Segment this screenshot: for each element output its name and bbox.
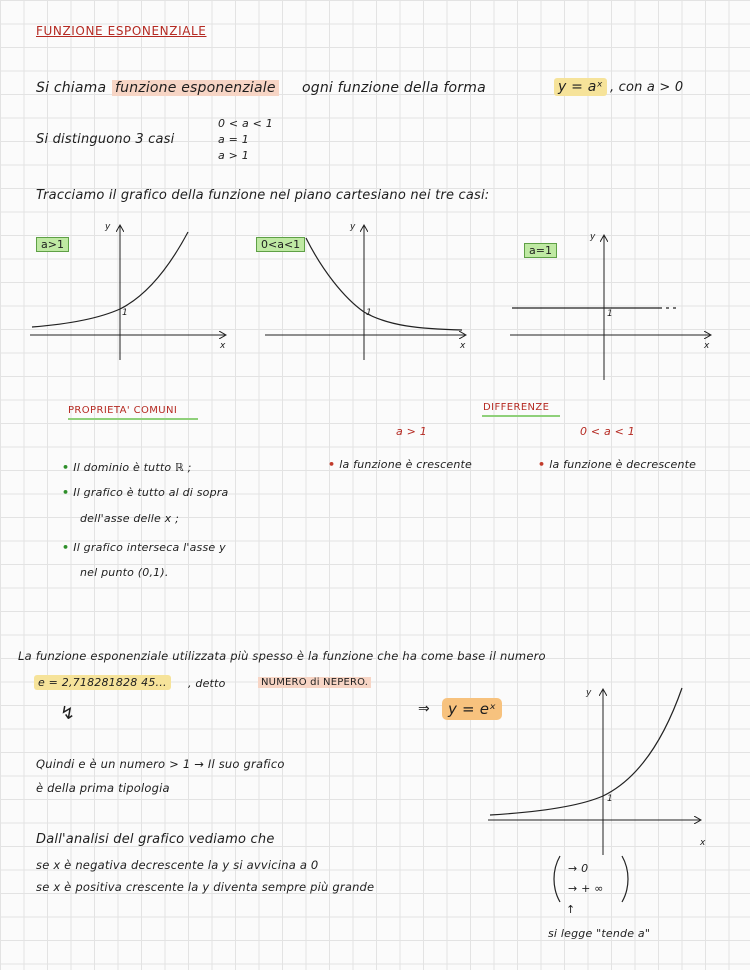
curve-exp — [490, 688, 682, 815]
euler-x-label: x — [700, 838, 706, 848]
properties-underline — [68, 418, 198, 420]
case-item: a = 1 — [218, 133, 249, 146]
euler-conclusion1: Quindi e è un numero > 1 → Il suo grafico — [36, 757, 285, 771]
properties-title: PROPRIETA' COMUNI — [68, 405, 178, 416]
g1-x-label: x — [220, 341, 226, 351]
euler-value: e = 2,718281828 45... — [34, 675, 171, 690]
euler-analysis2: se x è negativa decrescente la y si avvicina a 0 — [36, 858, 319, 872]
g2-x-label: x — [460, 341, 466, 351]
intro-term: funzione esponenziale — [112, 80, 279, 96]
differences-underline — [482, 415, 560, 417]
case-item: 0 < a < 1 — [218, 117, 273, 130]
graph-euler — [488, 688, 700, 855]
property-item: • Il grafico è tutto al di sopra — [62, 486, 229, 499]
graph-a-gt-1 — [30, 226, 225, 360]
diff-col1-head: a > 1 — [396, 425, 427, 438]
diff-col1-item: • la funzione è crescente — [328, 458, 472, 471]
g3-point-label: 1 — [607, 309, 613, 319]
euler-down-arrow: ↯ — [60, 703, 76, 724]
euler-formula: y = eˣ — [442, 698, 502, 720]
graph-tag-a-eq-1: a=1 — [524, 243, 557, 258]
g1-y-label: y — [105, 222, 111, 232]
property-item: • Il grafico interseca l'asse y — [62, 541, 226, 554]
g3-y-label: y — [590, 232, 596, 242]
graph-intro: Tracciamo il grafico della funzione nel piano cartesiano nei tre casi: — [36, 188, 490, 203]
diff-col2-item: • la funzione è decrescente — [538, 458, 697, 471]
diff-col2-head: 0 < a < 1 — [580, 425, 635, 438]
curve-growth — [32, 232, 188, 327]
intro-prefix: Si chiama — [36, 80, 107, 96]
g2-point-label: 1 — [366, 308, 372, 318]
euler-analysis1: Dall'analisi del grafico vediamo che — [36, 832, 275, 847]
g1-point-label: 1 — [122, 308, 128, 318]
euler-y-label: y — [586, 688, 592, 698]
graph-tag-0-lt-a-lt-1: 0<a<1 — [256, 237, 305, 252]
cases-label: Si distinguono 3 casi — [36, 132, 175, 147]
limit-zero: → 0 — [568, 862, 589, 875]
euler-line1: La funzione esponenziale utilizzata più spesso è la funzione che ha come base il numero — [18, 649, 546, 663]
graph-tag-a-gt-1: a>1 — [36, 237, 69, 252]
euler-arrow: ⇒ — [418, 701, 430, 717]
limit-infinity: → + ∞ — [568, 882, 604, 895]
differences-title: DIFFERENZE — [483, 402, 550, 413]
case-item: a > 1 — [218, 149, 249, 162]
euler-conclusion2: è della prima tipologia — [36, 781, 170, 795]
graph-a-eq-1 — [510, 236, 710, 380]
euler-analysis3: se x è positiva crescente la y diventa sempre più grande — [36, 880, 375, 894]
intro-middle: ogni funzione della forma — [302, 80, 486, 96]
intro-suffix: , con a > 0 — [610, 80, 684, 95]
page-title: FUNZIONE ESPONENZIALE — [36, 24, 207, 38]
property-item: • Il dominio è tutto ℝ ; — [62, 461, 192, 474]
euler-detto: , detto — [188, 677, 226, 690]
g2-y-label: y — [350, 222, 356, 232]
reads-as: si legge "tende a" — [548, 927, 651, 940]
property-item: dell'asse delle x ; — [80, 512, 179, 525]
intro-formula: y = aˣ — [554, 78, 607, 96]
graph-0-lt-a-lt-1 — [265, 226, 465, 360]
curve-decay — [306, 238, 462, 330]
g3-x-label: x — [704, 341, 710, 351]
euler-name: NUMERO di NEPERO. — [258, 677, 371, 688]
limit-up-arrow: ↑ — [566, 903, 576, 916]
euler-point-label: 1 — [607, 794, 613, 804]
property-item: nel punto (0,1). — [80, 566, 169, 579]
